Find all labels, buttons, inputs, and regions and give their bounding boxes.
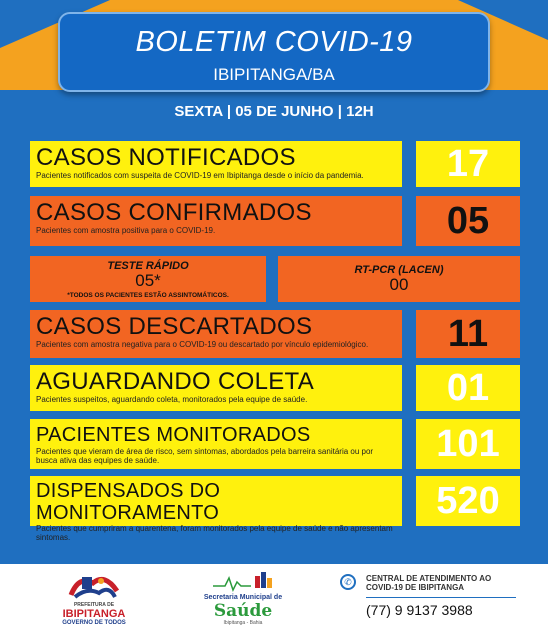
contact-title-line2: COVID-19 DE IBIPITANGA [366, 583, 465, 592]
pcr-test-label: RT-PCR (LACEN) [354, 264, 444, 276]
row-aguardando-coleta [30, 365, 520, 411]
contact-title-line1: CENTRAL DE ATENDIMENTO AO [366, 574, 492, 583]
contact-divider [366, 597, 516, 598]
row-value-box [416, 476, 520, 526]
row-title: CASOS NOTIFICADOS [36, 144, 296, 171]
row-label-box [30, 196, 402, 246]
row-value: 101 [436, 422, 500, 465]
secretaria-place: Ibipitanga - Bahia [223, 620, 263, 626]
row-label-box [30, 365, 402, 411]
pcr-test-box [278, 256, 520, 302]
row-value: 05 [446, 199, 490, 242]
prefeitura-name: IBIPITANGA [62, 608, 126, 620]
prefeitura-top: PREFEITURA DE [73, 602, 115, 608]
row-value: 520 [436, 479, 500, 522]
row-description: Pacientes com amostra positiva para o COVID-19. [36, 226, 216, 235]
row-value: 11 [447, 312, 489, 355]
row-value-box [416, 365, 520, 411]
pcr-test-value: 00 [389, 275, 409, 294]
row-label-box [30, 141, 402, 187]
row-description: Pacientes que vieram de área de risco, sem sintomas, abordados pela barreira sanitária ou por busca ativa das equipes de saúde. [36, 447, 374, 465]
row-value-box [416, 310, 520, 358]
row-dispensados [30, 476, 520, 542]
row-description: Pacientes suspeitos, aguardando coleta, monitorados pela equipe de saúde. [36, 395, 308, 404]
contact-title [366, 574, 491, 592]
contact-block [340, 572, 540, 632]
row-casos-confirmados [30, 196, 520, 246]
row-description: Pacientes com amostra negativa para o COVID-19 ou descartado por vínculo epidemiológico. [36, 340, 369, 349]
secretaria-logo [203, 568, 283, 636]
row-value-box [416, 196, 520, 246]
phone-icon: ✆ [340, 574, 356, 590]
prefeitura-emblem-icon [65, 569, 123, 601]
row-pacientes-monitorados [30, 419, 520, 469]
row-label-box [30, 310, 402, 358]
footer [0, 564, 548, 640]
row-value-box [416, 141, 520, 187]
header-title-box [58, 12, 490, 92]
row-title: CASOS CONFIRMADOS [36, 199, 312, 226]
row-description: Pacientes que cumpriram a quarentena, foram monitorados pela equipe de saúde e não apresentam sintomas. [36, 524, 393, 542]
row-description: Pacientes notificados com suspeita de COVID-19 em Ibipitanga desde o início da pandemia. [36, 171, 364, 180]
secretaria-name: Saúde [213, 601, 273, 621]
contact-phone[interactable]: (77) 9 9137 3988 [366, 602, 473, 618]
row-casos-descartados [30, 310, 520, 358]
city-subtitle: IBIPITANGA/BA [213, 65, 335, 84]
date-line: SEXTA | 05 DE JUNHO | 12H [174, 103, 374, 120]
row-title: PACIENTES MONITORADOS [36, 424, 311, 446]
rapid-test-label: TESTE RÁPIDO [107, 260, 189, 272]
secretaria-line: Secretaria Municipal de [203, 594, 283, 601]
row-value: 17 [446, 142, 490, 185]
rapid-test-box [30, 256, 266, 302]
row-title: CASOS DESCARTADOS [36, 313, 313, 340]
row-title: DISPENSADOS DO MONITORAMENTO [36, 480, 221, 524]
page-title: BOLETIM COVID-19 [135, 26, 413, 58]
row-value-box [416, 419, 520, 469]
heartbeat-icon [211, 570, 275, 594]
row-title: AGUARDANDO COLETA [36, 368, 315, 395]
prefeitura-logo [54, 569, 134, 635]
rapid-test-note: *TODOS OS PACIENTES ESTÃO ASSINTOMÁTICOS. [67, 292, 229, 299]
prefeitura-tagline: GOVERNO DE TODOS [62, 620, 126, 626]
row-label-box [30, 419, 402, 469]
row-label-box [30, 476, 402, 542]
rapid-test-value: 05* [135, 271, 161, 290]
row-casos-notificados [30, 141, 520, 187]
row-value: 01 [446, 366, 490, 409]
